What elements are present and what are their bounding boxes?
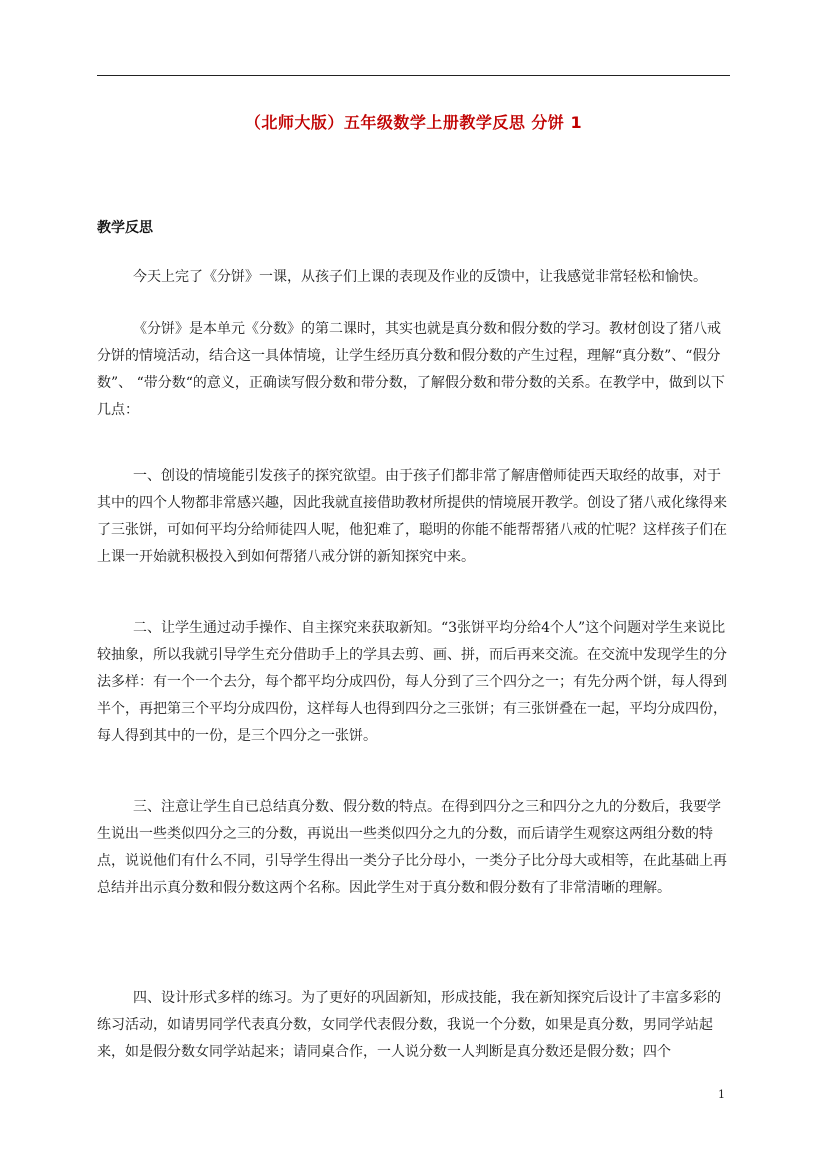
- paragraph-point-three: [97, 794, 733, 902]
- paragraph-text: 《分饼》是本单元《分数》的第二课时，其实也就是真分数和假分数的学习。教材创设了猪八戒分饼的情境活动，结合这一具体情境，让学生经历真分数和假分数的产生过程，理解“真分数”、“假分数”、 “带分数“的意义，正确读写假分数和带分数，了解假分数和带分数的关系。在教学中，做到以下几点：: [97, 321, 725, 418]
- document-title: （北师大版）五年级数学上册教学反思 分饼 1: [244, 113, 583, 132]
- paragraph-text: 三、注意让学生自已总结真分数、假分数的特点。在得到四分之三和四分之九的分数后，我要学生说出一些类似四分之三的分数，再说出一些类似四分之九的分数，而后请学生观察这两组分数的特点，说说他们有什么不同，引导学生得出一类分子比分母小，一类分子比分母大或相等，在此基础上再总结并出示真分数和假分数这两个名称。因此学生对于真分数和假分数有了非常清晰的理解。: [97, 799, 727, 896]
- page-number: 1: [718, 1088, 725, 1101]
- paragraph-intro: [97, 264, 733, 291]
- paragraph-point-two: [97, 615, 733, 750]
- paragraph-text: 四、设计形式多样的练习。为了更好的巩固新知，形成技能，我在新知探究后设计了丰富多彩的练习活动，如请男同学代表真分数，女同学代表假分数，我说一个分数，如果是真分数，男同学站起来，如是假分数女同学站起来；请同桌合作，一人说分数一人判断是真分数还是假分数；四个: [97, 990, 721, 1060]
- section-heading: 教学反思: [97, 220, 153, 236]
- header-rule: [97, 75, 730, 76]
- paragraph-overview: [97, 316, 733, 424]
- paragraph-text: 一、创设的情境能引发孩子的探究欲望。由于孩子们都非常了解唐僧师徒西天取经的故事，对于其中的四个人物都非常感兴趣，因此我就直接借助教材所提供的情境展开教学。创设了猪八戒化缘得来了三张饼，可如何平均分给师徒四人呢，他犯难了，聪明的你能不能帮帮猪八戒的忙呢？这样孩子们在上课一开始就积极投入到如何帮猪八戒分饼的新知探究中来。: [97, 468, 727, 565]
- paragraph-text: 今天上完了《分饼》一课，从孩子们上课的表现及作业的反馈中，让我感觉非常轻松和愉快。: [133, 269, 707, 285]
- paragraph-point-four: [97, 985, 733, 1066]
- paragraph-point-one: [97, 463, 733, 571]
- paragraph-text: 二、让学生通过动手操作、自主探究来获取新知。“3张饼平均分给4个人”这个问题对学生来说比较抽象，所以我就引导学生充分借助手上的学具去剪、画、拼，而后再来交流。在交流中发现学生的分法多样：有一个一个去分，每个都平均分成四份，每人分到了三个四分之一；有先分两个饼，每人得到半个，再把第三个平均分成四份，这样每人也得到四分之三张饼；有三张饼叠在一起，平均分成四份，每人得到其中的一份，是三个四分之一张饼。: [97, 620, 727, 744]
